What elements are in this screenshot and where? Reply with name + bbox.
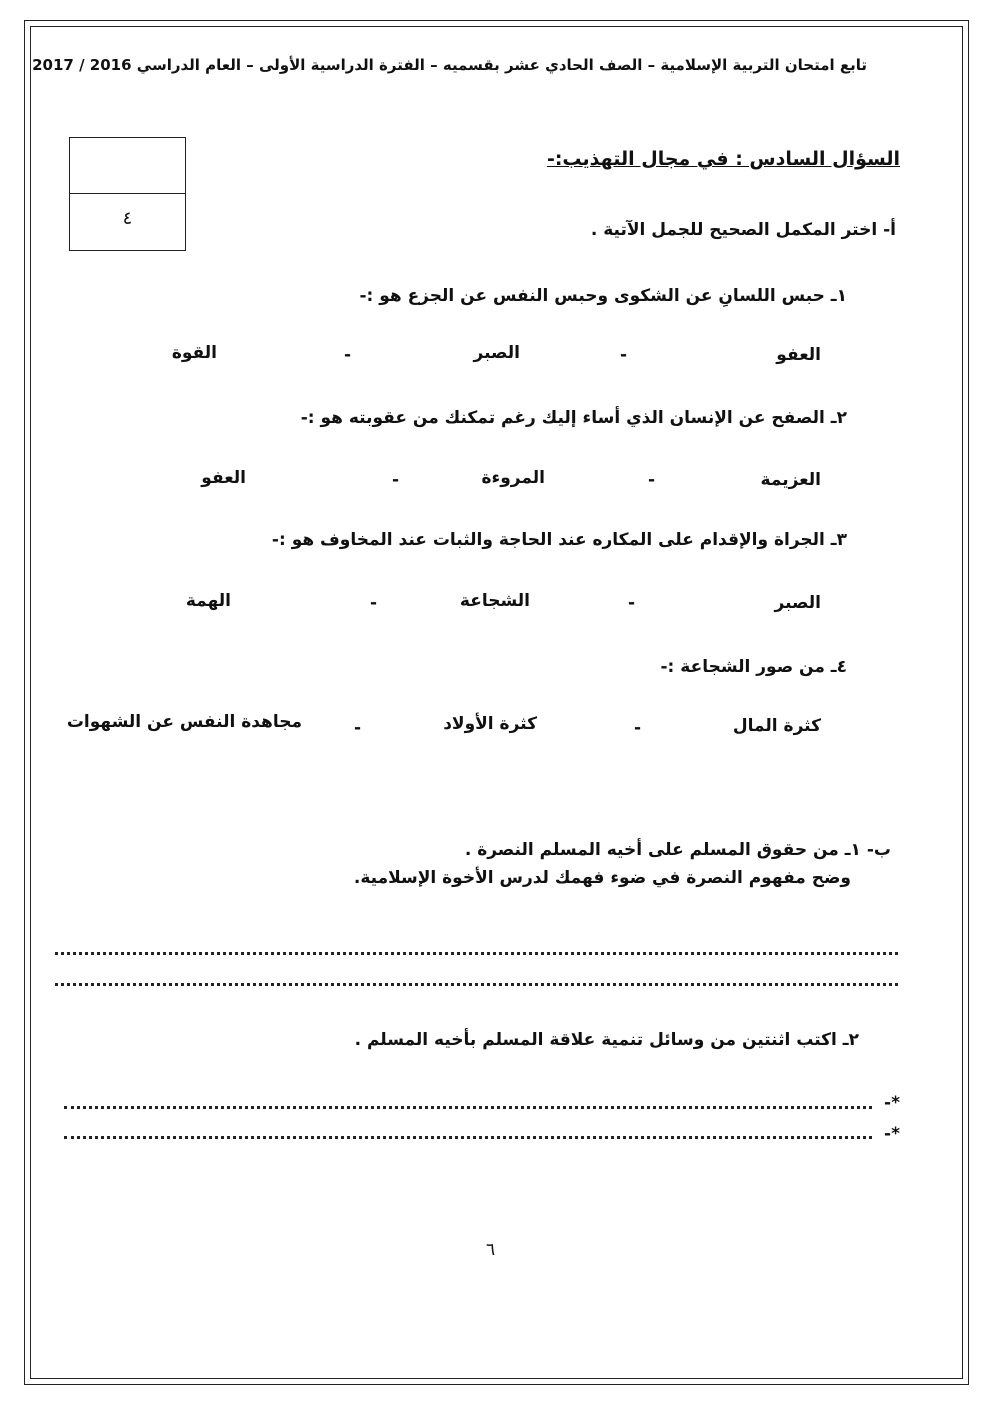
part-a-instruction: أ- اختر المكمل الصحيح للجمل الآتية . [590,220,896,240]
q4-option-2[interactable]: كثرة الأولاد [443,714,537,734]
q3-option-3[interactable]: الهمة [185,591,231,611]
q3-option-1[interactable]: الصبر [774,593,821,613]
score-box-divider [70,193,185,194]
q1-separator-2: - [344,345,352,365]
part-b-question-1: ب- ١ـ من حقوق المسلم على أخيه المسلم النصرة . [464,840,891,860]
q4-option-3[interactable]: مجاهدة النفس عن الشهوات [66,712,302,732]
q2-separator-2: - [392,470,400,490]
q3-separator-1: - [628,593,636,613]
bullet-1: *- [884,1093,900,1113]
exam-header: تابع امتحان التربية الإسلامية – الصف الحادي عشر بقسميه – الفترة الدراسية الأولى – العام الدراسي 2016 / 2017 [32,56,867,74]
q2-separator-1: - [648,470,656,490]
q4-separator-2: - [354,718,362,738]
page-number: ٦ [486,1240,496,1260]
q4-separator-1: - [634,718,642,738]
score-box [69,137,186,251]
section-title: السؤال السادس : في مجال التهذيب:- [546,148,900,170]
part-b-question-2: ٢ـ اكتب اثنتين من وسائل تنمية علاقة المسلم بأخيه المسلم . [354,1030,859,1050]
q3-separator-2: - [370,593,378,613]
q3-option-2[interactable]: الشجاعة [459,591,530,611]
q2-option-3[interactable]: العفو [201,468,246,488]
q1-option-2[interactable]: الصبر [473,343,520,363]
answer-line-1[interactable] [55,952,898,955]
question-1: ١ـ حبس اللسانِ عن الشكوى وحبس النفس عن الجزع هو :- [359,286,847,306]
q4-option-1[interactable]: كثرة المال [732,716,821,736]
question-3: ٣ـ الجراة والإقدام على المكاره عند الحاجة والثبات عند المخاوف هو :- [271,530,847,550]
q1-separator-1: - [620,345,628,365]
part-b-question-1-detail: وضح مفهوم النصرة في ضوء فهمك لدرس الأخوة الإسلامية. [353,868,851,888]
bullet-2: *- [884,1124,900,1144]
answer-line-4[interactable] [64,1136,872,1139]
question-4: ٤ـ من صور الشجاعة :- [660,657,847,677]
score-value: ٤ [122,208,133,229]
answer-line-3[interactable] [64,1106,872,1109]
answer-line-2[interactable] [55,983,898,986]
q2-option-2[interactable]: المروءة [481,468,545,488]
question-2: ٢ـ الصفح عن الإنسان الذي أساء إليك رغم تمكنك من عقوبته هو :- [300,408,847,428]
q1-option-3[interactable]: القوة [171,343,217,363]
q2-option-1[interactable]: العزيمة [760,470,821,490]
q1-option-1[interactable]: العفو [776,345,821,365]
